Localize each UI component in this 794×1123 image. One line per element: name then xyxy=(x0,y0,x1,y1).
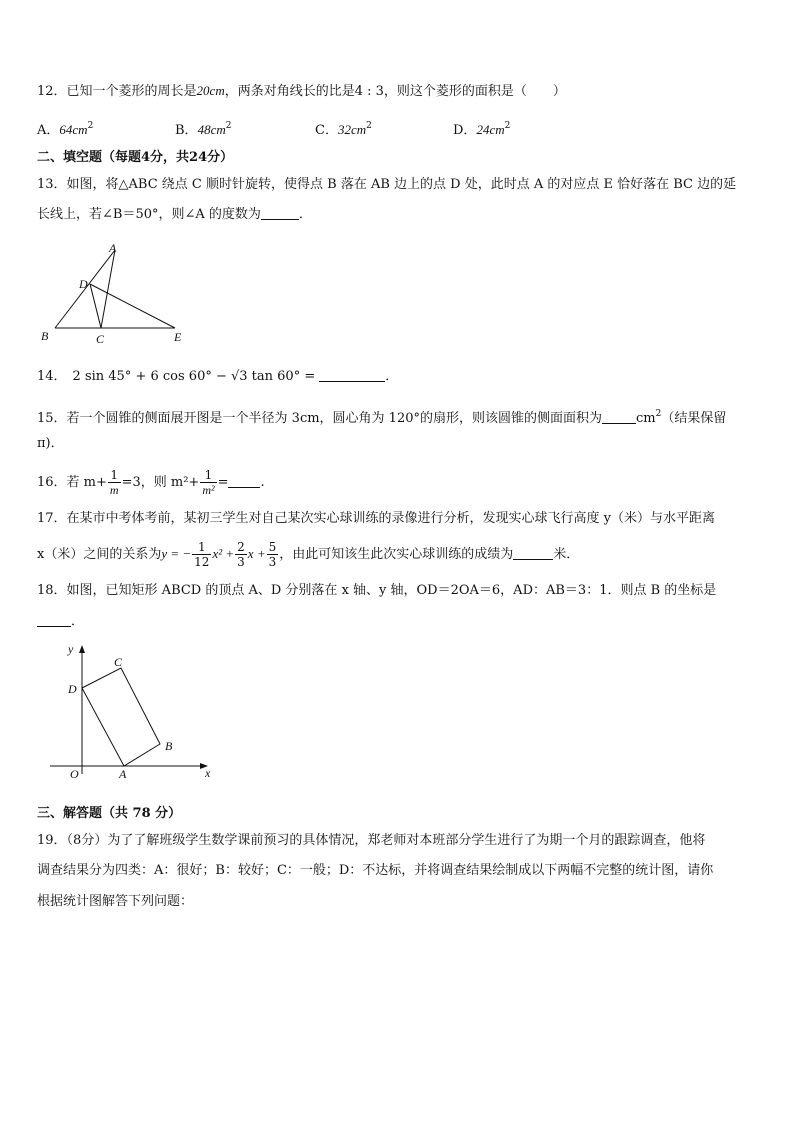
q13-line-1: 13．如图，将△ABC 绕点 C 顺时针旋转，使得点 B 落在 AB 边上的点 D 处，此时点 A 的对应点 E 恰好落在 BC 边的延 xyxy=(37,177,737,192)
label-c: C xyxy=(96,332,105,346)
label-e: E xyxy=(174,330,182,344)
option-label: C． xyxy=(315,123,338,138)
label-d: D xyxy=(68,682,77,696)
answer-blank[interactable] xyxy=(261,205,299,220)
q12-perimeter: 20cm xyxy=(196,83,225,98)
q17-end: 米． xyxy=(553,547,580,562)
question-12-stem xyxy=(37,81,566,102)
answer-blank[interactable] xyxy=(319,367,385,382)
q16-end: . xyxy=(260,475,265,490)
q15-unit-sup: 2 xyxy=(655,409,662,419)
q17-line-2b: ，由此可知该生此次实心球训练的成绩为 xyxy=(279,547,514,562)
fraction-denominator: 12 xyxy=(194,555,210,569)
option-label: A． xyxy=(37,123,60,138)
q16-mid: =3，则 m²+ xyxy=(121,475,200,490)
fraction xyxy=(192,540,211,569)
q16-eq: = xyxy=(217,475,229,490)
q13-line-2-text: 长线上，若∠B＝50°，则∠A 的度数为 xyxy=(37,207,261,222)
label-y: y xyxy=(68,642,74,656)
label-d: D xyxy=(79,277,88,291)
label-x: x xyxy=(205,766,211,780)
option-label: B． xyxy=(175,123,198,138)
q12-option-d[interactable] xyxy=(453,119,510,138)
q17-line-1: 17．在某市中考体考前，某初三学生对自己某次实心球训练的录像进行分析，发现实心球飞行高度 y（米）与水平距离 xyxy=(37,511,716,526)
q12-option-a[interactable] xyxy=(37,119,93,138)
section-3-heading: 三、解答题（共 78 分） xyxy=(37,806,182,821)
fraction xyxy=(200,468,216,497)
segment-de xyxy=(90,284,175,328)
q16-line xyxy=(37,466,265,500)
section-2-heading: 二、填空题（每题4分，共24分） xyxy=(37,150,234,165)
option-value: 24cm xyxy=(476,122,505,137)
fraction-numerator: 5 xyxy=(268,540,277,554)
option-sup: 2 xyxy=(87,121,94,131)
label-a: A xyxy=(109,241,117,255)
q15-after: （结果保留 xyxy=(661,411,727,426)
q19-line-1: 19．（8分）为了了解班级学生数学课前预习的具体情况，郑老师对本班部分学生进行了为期一个月的跟踪调查，他将 xyxy=(37,833,706,848)
q15-line-1 xyxy=(37,404,726,429)
segment-dc xyxy=(90,284,101,328)
fraction-denominator: 3 xyxy=(237,555,245,569)
answer-blank[interactable] xyxy=(37,612,71,627)
q14-prefix: 14． xyxy=(37,369,67,384)
q17-y: y = − xyxy=(161,546,192,561)
fraction-denominator: m² xyxy=(202,483,215,497)
q19-line-2: 调查结果分为四类：A：很好；B：较好；C：一般；D：不达标，并将调查结果绘制成以下两幅不完整的统计图，请你 xyxy=(37,863,714,878)
option-value: 32cm xyxy=(337,122,367,137)
option-label: D． xyxy=(453,123,477,138)
q18-end: ． xyxy=(71,614,85,629)
q12-stem-b: ，两条对角线长的比是4 : 3，则这个菱形的面积是（ ） xyxy=(224,84,566,99)
q14-expression: 2 sin 45° + 6 cos 60° − √3 tan 60° = xyxy=(72,369,316,384)
fraction-denominator: m xyxy=(109,483,119,497)
q17-xp: x + xyxy=(247,546,266,561)
q14-line xyxy=(37,367,398,387)
fraction-numerator: 1 xyxy=(192,540,211,555)
q17-x2: x² + xyxy=(212,546,235,561)
fraction xyxy=(108,468,121,497)
q13-triangle-figure xyxy=(35,238,195,350)
fraction-numerator: 1 xyxy=(108,468,121,483)
label-a: A xyxy=(119,767,127,781)
q12-option-b[interactable] xyxy=(175,119,231,138)
option-value: 64cm xyxy=(59,122,88,137)
option-sup: 2 xyxy=(366,121,372,131)
q17-line-2a: x（米）之间的关系为 xyxy=(37,547,162,562)
label-b: B xyxy=(41,329,49,343)
fraction-denominator: 3 xyxy=(268,555,277,569)
option-value: 48cm xyxy=(197,122,226,137)
q16-prefix: 16．若 m+ xyxy=(37,475,107,490)
fraction-numerator: 2 xyxy=(237,540,245,554)
q14-end: ． xyxy=(385,369,399,384)
q15-line-2: π)． xyxy=(37,436,64,451)
fraction xyxy=(267,540,279,569)
q15-text: 15．若一个圆锥的侧面展开图是一个半径为 3cm，圆心角为 120°的扇形，则该圆锥的侧面面积为 xyxy=(37,411,602,426)
answer-blank[interactable] xyxy=(228,473,260,488)
rectangle-abcd xyxy=(82,668,160,766)
q18-line-2 xyxy=(37,612,84,632)
answer-blank[interactable] xyxy=(602,409,636,424)
q18-line-1: 18．如图，已知矩形 ABCD 的顶点 A、D 分别落在 x 轴、y 轴，OD＝2OA＝6，AD：AB＝3：1．则点 B 的坐标是 xyxy=(37,583,717,598)
q13-line-2 xyxy=(37,205,312,225)
fraction xyxy=(235,540,247,569)
label-o: O xyxy=(70,767,79,781)
q19-line-3: 根据统计图解答下列问题： xyxy=(37,894,194,909)
y-axis-arrow xyxy=(79,645,85,653)
q12-stem-a: 12．已知一个菱形的周长是 xyxy=(37,84,197,99)
q12-option-c[interactable] xyxy=(315,119,372,138)
q17-line-2 xyxy=(37,536,579,573)
fraction-numerator: 1 xyxy=(200,468,216,483)
label-c: C xyxy=(114,655,123,669)
option-sup: 2 xyxy=(225,121,232,131)
segment-ac xyxy=(101,250,115,328)
answer-blank[interactable] xyxy=(513,545,553,560)
option-sup: 2 xyxy=(504,121,511,131)
q13-end: ． xyxy=(298,207,312,222)
q15-unit: cm xyxy=(636,411,656,426)
label-b: B xyxy=(165,739,173,753)
q18-coordinate-figure xyxy=(42,640,222,782)
